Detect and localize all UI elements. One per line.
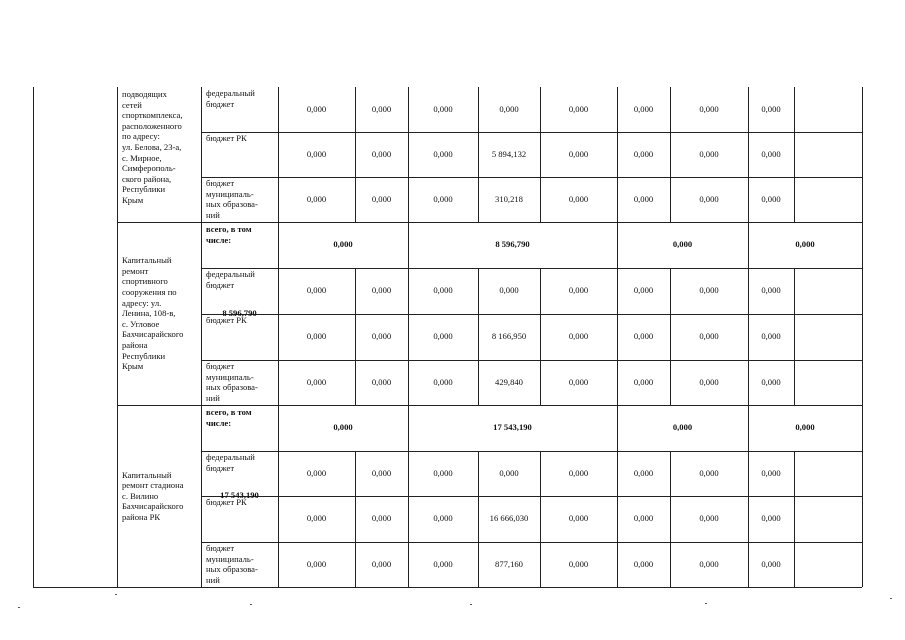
total-row-label: всего, в том xyxy=(206,224,252,234)
funding-value: 0,000 xyxy=(433,103,453,114)
funding-value: 0,000 xyxy=(699,103,719,114)
funding-source-label: ний xyxy=(206,392,220,403)
object-name-line: Капитальный xyxy=(122,255,172,266)
object-name-line: по адресу: xyxy=(122,131,160,142)
funding-value: 0,000 xyxy=(699,285,719,295)
funding-value: 0,000 xyxy=(633,285,654,295)
funding-source-label: муниципаль- xyxy=(206,188,254,199)
object-name-line: расположенного xyxy=(122,120,182,131)
value-row-separator xyxy=(278,268,862,269)
funding-value: 0,000 xyxy=(433,193,453,204)
funding-value: 0,000 xyxy=(371,467,392,478)
funding-value: 0,000 xyxy=(371,285,392,295)
year-total-value: 0,000 xyxy=(333,239,353,249)
funding-value: 0,000 xyxy=(633,513,654,523)
value-column-rule xyxy=(794,451,795,496)
total-row-label: всего, в том xyxy=(206,407,252,417)
funding-value: 0,000 xyxy=(761,467,781,478)
object-name-line: ул. Белова, 23-а, xyxy=(122,142,182,152)
value-column-rule xyxy=(794,132,795,177)
funding-value: 0,000 xyxy=(306,467,327,478)
value-row-separator xyxy=(278,542,862,543)
value-row-separator xyxy=(278,496,862,497)
funding-value: 0,000 xyxy=(633,331,654,341)
year-total-value: 0,000 xyxy=(795,239,815,249)
funding-source-label: федеральный xyxy=(206,269,255,279)
source-column-rule xyxy=(201,87,202,587)
funding-value: 0,000 xyxy=(371,558,392,569)
funding-value: 0,000 xyxy=(371,513,392,523)
object-name-line: с. Угловое xyxy=(122,318,160,329)
funding-value: 0,000 xyxy=(433,558,453,569)
year-total-value: 0,000 xyxy=(672,422,693,432)
funding-source-label: федеральный xyxy=(206,88,255,98)
funding-value: 0,000 xyxy=(633,558,654,569)
funding-value: 0,000 xyxy=(761,193,781,204)
funding-value: 429,840 xyxy=(495,376,523,387)
object-name-line: сооружения по xyxy=(122,287,177,297)
funding-value: 0,000 xyxy=(633,467,654,478)
funding-source-label: федеральный xyxy=(206,452,255,462)
funding-source-label: бюджет РК xyxy=(206,315,247,325)
object-name-line: Симферополь- xyxy=(122,163,176,174)
funding-value: 0,000 xyxy=(568,193,589,204)
funding-value: 0,000 xyxy=(699,467,719,478)
object-name-line: Республики xyxy=(122,184,166,195)
table-right-border xyxy=(862,87,863,587)
object-name-line: ремонт стадиона xyxy=(122,480,184,491)
scan-speck xyxy=(18,607,20,608)
value-column-rule xyxy=(794,542,795,587)
value-row-separator xyxy=(278,177,862,178)
funding-value: 0,000 xyxy=(761,103,781,114)
funding-value: 0,000 xyxy=(568,285,589,295)
funding-value: 0,000 xyxy=(306,513,327,523)
funding-value: 0,000 xyxy=(761,148,781,159)
table-left-border xyxy=(33,87,34,587)
value-column-rule xyxy=(794,360,795,405)
value-row-separator xyxy=(278,451,862,452)
funding-value: 0,000 xyxy=(499,285,519,295)
funding-value: 0,000 xyxy=(306,193,327,204)
funding-source-label: бюджет xyxy=(206,178,235,188)
funding-value: 0,000 xyxy=(433,285,453,295)
scan-speck xyxy=(890,598,892,599)
funding-value: 0,000 xyxy=(633,193,654,204)
object-name-line: Крым xyxy=(122,361,144,372)
funding-value: 0,000 xyxy=(306,103,327,114)
value-row-separator xyxy=(278,360,862,361)
scan-speck xyxy=(250,604,252,605)
funding-value: 0,000 xyxy=(633,103,654,114)
funding-value: 0,000 xyxy=(433,467,453,478)
funding-value: 0,000 xyxy=(568,331,589,341)
funding-value: 0,000 xyxy=(306,285,327,295)
funding-value: 0,000 xyxy=(568,148,589,159)
funding-source-label: муниципаль- xyxy=(206,371,254,382)
scan-speck xyxy=(470,604,472,605)
funding-value: 0,000 xyxy=(433,376,453,387)
object-name-line: сетей xyxy=(122,99,142,110)
funding-source-label: ных образова- xyxy=(206,199,258,210)
funding-value: 0,000 xyxy=(371,103,392,114)
funding-value: 0,000 xyxy=(568,558,589,569)
year-total-value: 17 543,190 xyxy=(493,422,532,432)
object-name-line: ского района, xyxy=(122,173,172,184)
value-column-rule xyxy=(794,268,795,314)
funding-value: 0,000 xyxy=(371,376,392,387)
funding-value: 0,000 xyxy=(568,467,589,478)
funding-source-label: ных образова- xyxy=(206,564,258,575)
funding-value: 0,000 xyxy=(306,148,327,159)
funding-value: 0,000 xyxy=(499,103,519,114)
funding-value: 0,000 xyxy=(699,148,719,159)
funding-value: 310,218 xyxy=(495,193,523,204)
total-row-label: числе: xyxy=(206,234,232,245)
block-separator xyxy=(117,405,862,406)
year-total-value: 0,000 xyxy=(795,422,815,432)
funding-value: 0,000 xyxy=(568,376,589,387)
funding-value: 877,160 xyxy=(495,558,523,569)
object-total-value: 8 596,790 xyxy=(222,307,257,318)
object-name-line: Бахчисарайского xyxy=(122,501,184,512)
funding-value: 0,000 xyxy=(433,331,453,341)
object-name-line: с. Мирное, xyxy=(122,152,162,163)
funding-value: 0,000 xyxy=(761,376,781,387)
object-name-line: спорткомплекса, xyxy=(122,110,183,121)
funding-source-label: муниципаль- xyxy=(206,553,254,564)
object-name-line: Капитальный xyxy=(122,469,172,480)
funding-value: 0,000 xyxy=(761,558,781,569)
object-name-line: с. Вилино xyxy=(122,490,159,501)
object-column-rule xyxy=(117,87,118,587)
object-name-line: Крым xyxy=(122,195,144,205)
year-total-value: 0,000 xyxy=(672,239,693,249)
object-total-value: 17 543,190 xyxy=(220,490,259,500)
funding-source-label: бюджет xyxy=(206,543,235,553)
funding-value: 0,000 xyxy=(371,193,392,204)
funding-value: 0,000 xyxy=(761,285,781,295)
value-row-separator xyxy=(278,132,862,133)
funding-source-label: бюджет xyxy=(206,462,235,473)
object-name-line: адресу: ул. xyxy=(122,297,162,308)
funding-value: 0,000 xyxy=(568,103,589,114)
funding-source-label: бюджет РК xyxy=(206,497,247,507)
value-column-rule xyxy=(794,496,795,542)
funding-source-label: ний xyxy=(206,209,220,220)
funding-value: 16 666,030 xyxy=(489,513,529,523)
funding-source-label: бюджет РК xyxy=(206,133,247,143)
funding-value: 0,000 xyxy=(761,331,781,341)
funding-value: 0,000 xyxy=(568,513,589,523)
object-name-line: ремонт xyxy=(122,265,149,276)
funding-value: 0,000 xyxy=(699,193,719,204)
value-row-separator xyxy=(278,314,862,315)
funding-source-label: ных образова- xyxy=(206,382,258,393)
funding-value: 0,000 xyxy=(371,331,392,341)
funding-source-label: бюджет xyxy=(206,279,235,290)
object-name-line: района xyxy=(122,340,148,350)
total-row-label: числе: xyxy=(206,417,232,428)
funding-source-label: бюджет xyxy=(206,98,235,109)
scan-speck xyxy=(705,603,707,604)
object-name-line: Бахчисарайского xyxy=(122,329,184,340)
funding-value: 8 166,950 xyxy=(491,331,527,341)
block-separator xyxy=(117,222,862,223)
funding-value: 0,000 xyxy=(371,148,392,159)
object-name-line: Республики xyxy=(122,350,166,361)
year-total-value: 0,000 xyxy=(333,422,353,432)
value-column-rule xyxy=(794,314,795,360)
funding-value: 5 894,132 xyxy=(491,148,527,159)
scan-speck xyxy=(115,594,117,595)
object-name-line: спортивного xyxy=(122,276,168,287)
funding-value: 0,000 xyxy=(306,376,327,387)
funding-value: 0,000 xyxy=(499,467,519,478)
funding-value: 0,000 xyxy=(433,513,453,523)
object-name-line: района РК xyxy=(122,511,161,522)
funding-value: 0,000 xyxy=(761,513,781,523)
year-total-value: 8 596,790 xyxy=(495,239,530,249)
funding-value: 0,000 xyxy=(699,331,719,341)
value-column-rule xyxy=(794,177,795,222)
value-column-rule xyxy=(794,87,795,132)
object-name-line: подводящих xyxy=(122,89,167,99)
funding-value: 0,000 xyxy=(699,558,719,569)
funding-value: 0,000 xyxy=(633,148,654,159)
funding-source-label: ний xyxy=(206,574,220,585)
funding-value: 0,000 xyxy=(633,376,654,387)
funding-value: 0,000 xyxy=(433,148,453,159)
funding-value: 0,000 xyxy=(699,513,719,523)
funding-value: 0,000 xyxy=(699,376,719,387)
funding-value: 0,000 xyxy=(306,331,327,341)
funding-value: 0,000 xyxy=(306,558,327,569)
funding-source-label: бюджет xyxy=(206,361,235,371)
table-bottom-border xyxy=(33,587,862,588)
object-name-line: Ленина, 108-в, xyxy=(122,308,176,319)
